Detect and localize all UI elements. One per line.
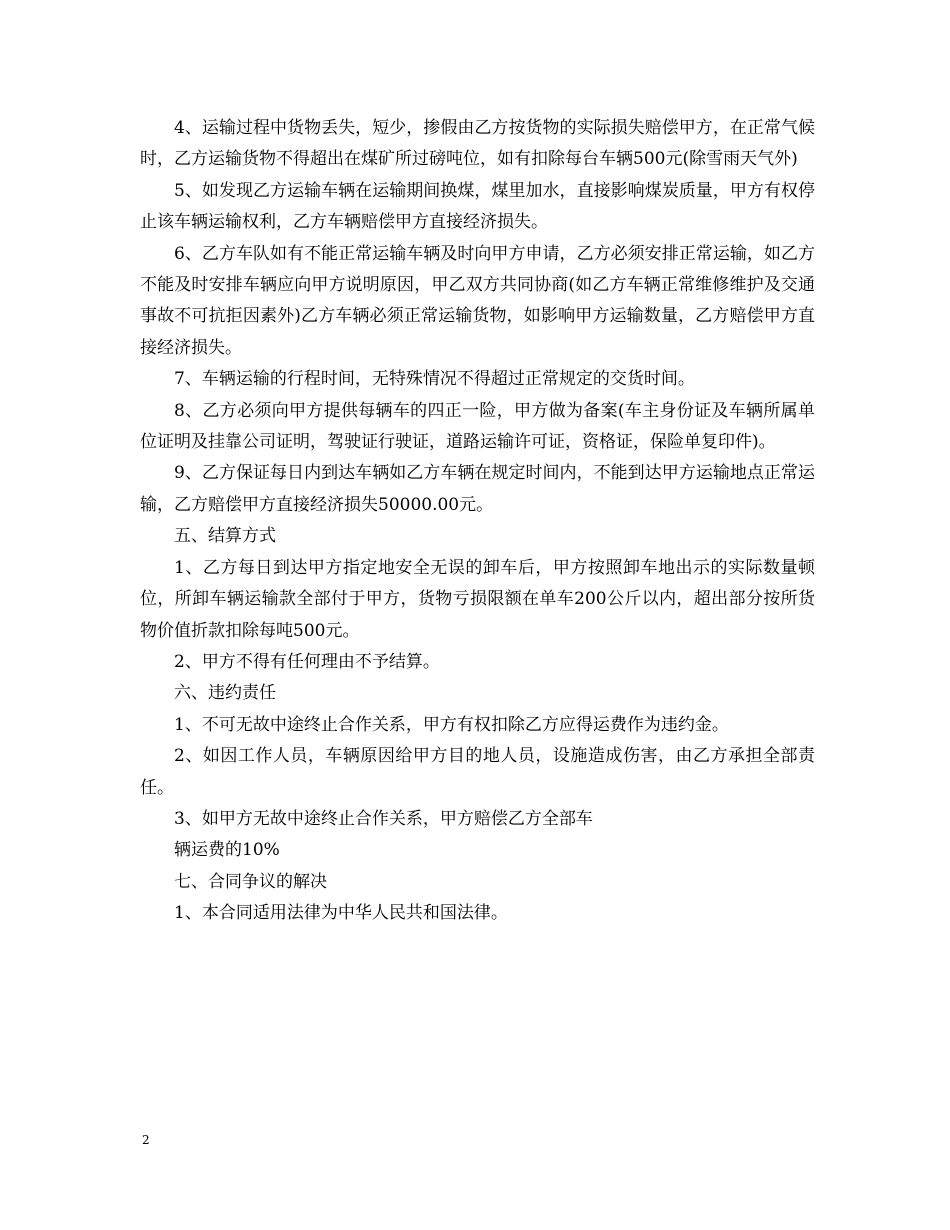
page-number: 2 [142,1133,150,1147]
settlement-clause-1: 1、乙方每日到达甲方指定地安全无误的卸车后，甲方按照卸车地出示的实际数量顿位，所卸车辆运输款全部付于甲方，货物亏损限额在单车200公斤以内，超出部分按所货物价值折款扣除每吨500元。 [140,557,815,641]
liability-clause-1: 1、不可无故中途终止合作关系，甲方有权扣除乙方应得运费作为违约金。 [174,714,729,735]
dispute-clause-1: 1、本合同适用法律为中华人民共和国法律。 [174,903,508,924]
section-5-heading: 五、结算方式 [174,526,276,547]
liability-clause-3-continued: 辆运费的10% [174,840,280,861]
clause-4-goods-loss: 4、运输过程中货物丢失，短少，掺假由乙方按货物的实际损失赔偿甲方，在正常气候时，乙方运输货物不得超出在煤矿所过磅吨位，如有扣除每台车辆500元(除雪雨天气外) [140,118,815,170]
clause-7-travel-time: 7、车辆运输的行程时间，无特殊情况不得超过正常规定的交货时间。 [174,369,695,390]
document-body [140,113,815,930]
section-7-heading: 七、合同争议的解决 [174,871,327,892]
liability-clause-3: 3、如甲方无故中途终止合作关系，甲方赔偿乙方全部车 [174,808,593,829]
clause-6-fleet-arrangement: 6、乙方车队如有不能正常运输车辆及时向甲方申请，乙方必须安排正常运输，如乙方不能及时安排车辆应向甲方说明原因，甲乙双方共同协商(如乙方车辆正常维修维护及交通事故不可抗拒因素外)乙方车辆必须正常运输货物，如影响甲方运输数量，乙方赔偿甲方直接经济损失。 [140,243,815,358]
liability-clause-2: 2、如因工作人员，车辆原因给甲方目的地人员，设施造成伤害，由乙方承担全部责任。 [140,746,815,798]
section-6-heading: 六、违约责任 [174,683,276,704]
clause-5-coal-swap: 5、如发现乙方运输车辆在运输期间换煤，煤里加水，直接影响煤炭质量，甲方有权停止该车辆运输权利，乙方车辆赔偿甲方直接经济损失。 [140,180,815,233]
clause-8-vehicle-documents: 8、乙方必须向甲方提供每辆车的四正一险，甲方做为备案(车主身份证及车辆所属单位证明及挂靠公司证明，驾驶证行驶证，道路运输许可证，资格证，保险单复印件)。 [140,400,815,453]
settlement-clause-2: 2、甲方不得有任何理由不予结算。 [174,651,440,672]
clause-9-daily-arrival: 9、乙方保证每日内到达车辆如乙方车辆在规定时间内，不能到达甲方运输地点正常运输，乙方赔偿甲方直接经济损失50000.00元。 [140,463,815,515]
